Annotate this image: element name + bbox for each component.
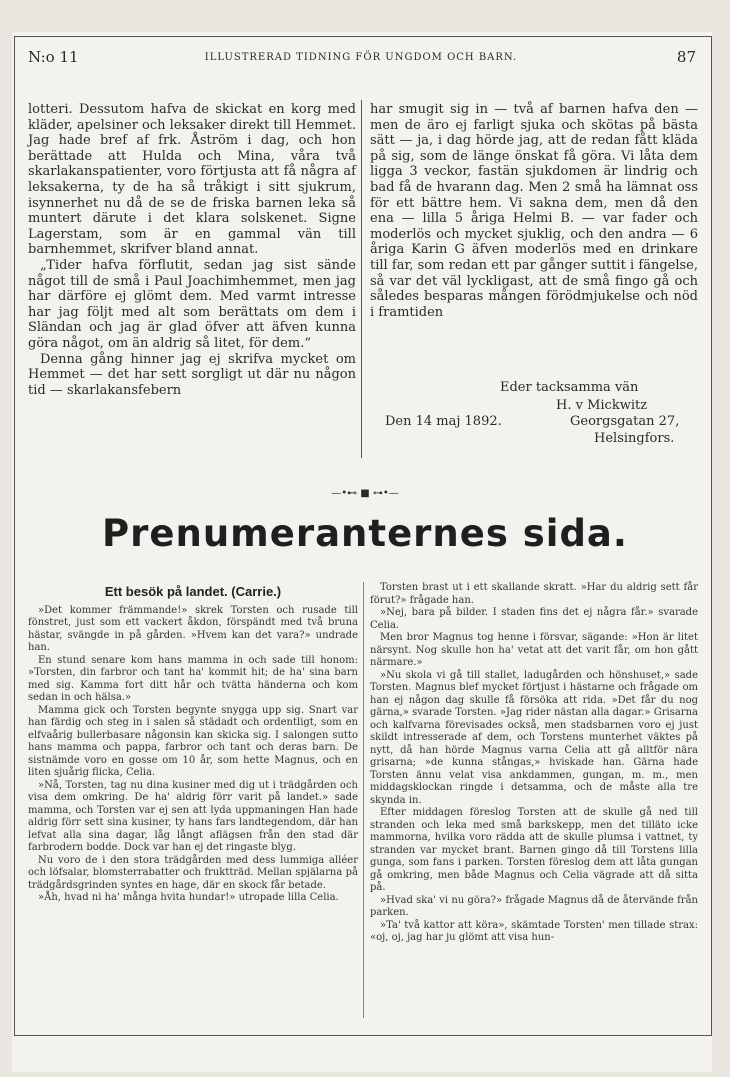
story-paragraph: »Nej, bara på bilder. I staden fins det ej några får.» svarade Celia. <box>370 607 698 631</box>
story-paragraph: Men bror Magnus tog henne i försvar, sägande: »Hon är litet närsynt. Nog skulle hon ha' vetat att det varit får, om hon gått närmare.» <box>370 632 698 668</box>
story-paragraph: Efter middagen föreslog Torsten att de skulle gå ned till stranden och leka med små barkskepp, men det tilläto icke mammorna, hvilka voro rädda att de skulle plumsa i vattnet, ty stranden var mycket brant. Barnen gingo då till Torstens lilla gunga, som fans i parken. Torsten föreslog dem att låta gungan gå omkring, men både Magnus och Celia vägrade att då sitta på. <box>370 807 698 893</box>
letter-right-column <box>370 102 698 320</box>
story-paragraph: »Ta' två kattor att köra», skämtade Torsten' men tillade strax: «oj, oj, jag har ju glömt att visa hun- <box>370 919 698 943</box>
story-paragraph: En stund senare kom hans mamma in och sade till honom: »Torsten, din farbror och tant ha' kommit hit; de ha' sina barn med sig. Kamma fort ditt hår och tvätta händerna och kom sedan in och hälsa.» <box>28 654 358 703</box>
letter-signature: H. v Mickwitz <box>556 398 648 413</box>
story-left-column <box>28 586 358 905</box>
story-paragraph: »Nu skola vi gå till stallet, ladugården och hönshuset,» sade Torsten. Magnus blef mycket förtjust i hästarne och frågade om han ej någon dag skulle få försöka att rida. »Det får du nog gärna,» svarade Torsten. »Jag rider nästan alla dagar.» Grisarna och kalfvarna förevisades också, men stadsbarnen voro ej just skildt intresserade af dem, och Torstens munterhet väktes på nytt, då han hörde Magnus varna Celia att gå alltför nära grisarna; »de kunna stångas,» hviskade han. Gärna hade Torsten ännu velat visa ankdammen, gungan, m. m., men middagsklockan ringde i detsamma, och de måste alla tre skynda in. <box>370 669 698 806</box>
story-paragraph: »Det kommer främmande!» skrek Torsten och rusade till fönstret, just som ett vackert åkdon, förspändt med två bruna hästar, svängde in på gården. »Hvem kan det vara?» undrade han. <box>28 604 358 653</box>
story-paragraph: Nu voro de i den stora trädgården med dess lummiga alléer och löfsalar, blomsterrabatter och fruktträd. Mellan spjälarna på trädgårdsgrinden syntes en hage, där en skock får betade. <box>28 854 358 891</box>
story-paragraph: Torsten brast ut i ett skallande skratt. »Har du aldrig sett får förut?» frågade han. <box>370 582 698 606</box>
story-paragraph: »Hvad ska' vi nu göra?» frågade Magnus då de återvände från parken. <box>370 894 698 918</box>
letter-left-column <box>28 102 356 398</box>
page-number: 87 <box>676 48 696 66</box>
story-column-divider <box>363 582 364 1018</box>
section-ornament: —•⊷ ■ ⊶•— <box>331 488 399 499</box>
story-title: Ett besök på landet. (Carrie.) <box>104 584 282 599</box>
letter-paragraph: lotteri. Dessutom hafva de skickat en korg med kläder, apelsiner och leksaker direkt till Hemmet. Jag hade bref af frk. Åström i dag, och hon berättade att Hulda och Mina, våra två skarlakanspatienter, voro förtjusta att få några af leksakerna, ty de ha så tråkigt i sitt sjukrum, isynnerhet nu då de se de friska barnen leka så muntert därute i det klara solskenet. Signe Lagerstam, som är en gammal vän till barnhemmet, skrifver bland annat. <box>28 102 356 258</box>
section-title: Prenumeranternes sida. <box>102 512 628 555</box>
letter-paragraph: har smugit sig in — två af barnen hafva den — men de äro ej farligt sjuka och skötas på bästa sätt — ja, i dag hörde jag, att de redan fått kläda på sig, som de länge önskat få göra. Vi låta dem ligga 3 veckor, fastän sjukdomen är lindrig och bad få de hvarann dag. Men 2 små ha lämnat oss för ett bättre hem. Vi sakna dem, men då den ena — lilla 5 åriga Helmi B. — var fader och moderlös och mycket sjuklig, och den andra — 6 åriga Karin G äfven moderlös med en drinkare till far, som redan ett par gånger suttit i fängelse, så var det väl lyckligast, att de små fingo gå och således besparas mången förödmjukelse och nöd i framtiden <box>370 102 698 320</box>
letter-closing: Eder tacksamma vän <box>500 380 639 395</box>
letter-address-street: Georgsgatan 27, <box>570 414 680 429</box>
page-header <box>16 48 706 70</box>
issue-number: N:o 11 <box>28 48 79 66</box>
journal-title: ILLUSTRERAD TIDNING FÖR UNGDOM OCH BARN. <box>204 52 518 63</box>
story-paragraph: »Nå, Torsten, tag nu dina kusiner med dig ut i trädgården och visa dem omkring. De ha' aldrig förr varit på landet.» sade mamma, och Torsten var ej sen att lyda uppmaningen Han hade aldrig förr sett sina kusiner, ty hans fars landtegendom, där han lefvat alla sina dagar, låg långt aflägsen från den stad där farbrodern bodde. Dock var han ej det ringaste blyg. <box>28 779 358 853</box>
story-right-column <box>370 582 698 945</box>
story-paragraph: »Åh, hvad ni ha' många hvita hundar!» utropade lilla Celia. <box>38 892 339 903</box>
letter-address-city: Helsingfors. <box>594 431 675 446</box>
letter-paragraph: Denna gång hinner jag ej skrifva mycket om Hemmet — det har sett sorgligt ut där nu någon tid — skarlakansfebern <box>28 351 356 398</box>
column-divider <box>361 100 362 458</box>
letter-paragraph: „Tider hafva förflutit, sedan jag sist sände något till de små i Paul Joachimhemmet, men jag har därföre ej glömt dem. Med varmt intresse har jag följt med alt som berättats om dem i Sländan och jag är glad öfver att äfven kunna göra något, om än aldrig så litet, för dem.“ <box>28 257 356 351</box>
letter-date: Den 14 maj 1892. <box>385 414 502 429</box>
story-paragraph: Mamma gick och Torsten begynte snygga upp sig. Snart var han färdig och steg in i salen så städadt och ordentligt, som en elfvaårig bullerbasare någonsin kan skicka sig. I salongen sutto hans mamma och pappa, farbror och tant och deras barn. De sistnämde voro en gosse om 10 år, som hette Magnus, och en liten sjuårig flicka, Celia. <box>28 704 358 778</box>
